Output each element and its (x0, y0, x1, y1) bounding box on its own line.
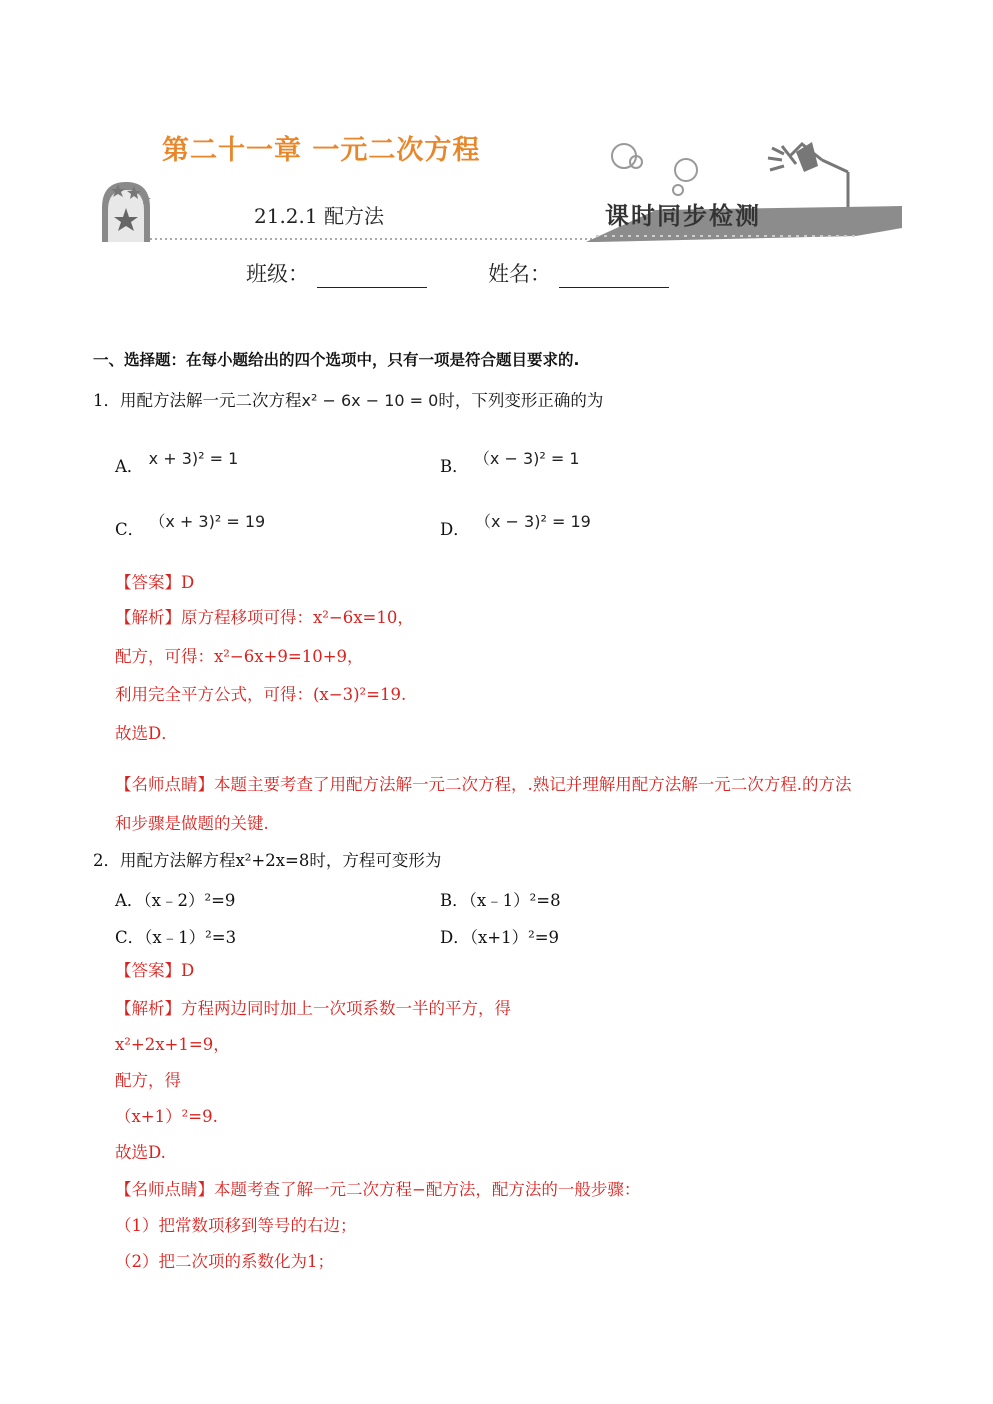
q1-analysis-2: 配方，可得：x²−6x+9=10+9， (115, 647, 364, 666)
q1-tip-1: 【名师点睛】本题主要考查了用配方法解一元二次方程，.熟记并理解用配方法解一元二次方程.的方法 (115, 775, 852, 794)
star-badge-icon (102, 182, 151, 242)
q1-analysis-1: 【解析】原方程移项可得：x²−6x=10， (115, 608, 414, 627)
name-field (488, 258, 669, 288)
q1-stem (93, 390, 603, 412)
q2-step-1: （1）把常数项移到等号的右边； (115, 1216, 357, 1235)
class-blank[interactable] (317, 265, 427, 288)
q1-option-a[interactable]: A． x + 3)² = 1 (115, 449, 239, 476)
q2-option-d[interactable]: D．（x+1）²=9 (440, 928, 560, 947)
q1-equation: x² − 6x − 10 = 0 (301, 391, 439, 410)
q2-tip-1: 【名师点睛】本题考查了解一元二次方程−配方法，配方法的一般步骤： (115, 1180, 641, 1199)
q2-analysis-3: 配方，得 (115, 1071, 181, 1090)
chapter-title: 第二十一章 一元二次方程 (162, 135, 481, 166)
q1-answer: 【答案】D (115, 573, 195, 592)
q2-analysis-2: x²+2x+1=9， (115, 1035, 230, 1054)
q2-answer: 【答案】D (115, 961, 195, 980)
q1-analysis-4: 故选D． (115, 724, 178, 743)
q2-analysis-5: 故选D. (115, 1143, 166, 1162)
section-heading: 一、选择题：在每小题给出的四个选项中，只有一项是符合题目要求的. (93, 351, 580, 369)
q2-step-2: （2）把二次项的系数化为1； (115, 1252, 334, 1271)
name-label: 姓名： (488, 262, 551, 286)
q1-stem-before: 1．用配方法解一元二次方程 (93, 391, 302, 410)
q2-analysis-1: 【解析】方程两边同时加上一次项系数一半的平方，得 (115, 999, 511, 1018)
q2-option-a[interactable]: A．（x﹣2）²=9 (115, 891, 236, 910)
brand-title: 课时同步检测 (605, 201, 761, 230)
q1-option-c[interactable]: C． （x + 3)² = 19 (115, 512, 266, 539)
q1-option-d[interactable]: D． （x − 3)² = 19 (440, 512, 591, 539)
q2-analysis-4: （x+1）²=9. (115, 1107, 218, 1126)
q1-tip-2: 和步骤是做题的关键. (115, 814, 269, 833)
q2-stem: 2．用配方法解方程x²+2x=8时，方程可变形为 (93, 851, 442, 870)
class-label: 班级： (246, 262, 309, 286)
q2-option-c[interactable]: C．（x﹣1）²=3 (115, 928, 237, 947)
section-number: 21.2.1 配方法 (254, 204, 384, 228)
q1-stem-after: 时，下列变形正确的为 (438, 391, 604, 410)
q2-option-b[interactable]: B．（x﹣1）²=8 (440, 891, 561, 910)
q1-analysis-3: 利用完全平方公式，可得：(x−3)²=19. (115, 685, 407, 704)
name-blank[interactable] (559, 265, 669, 288)
class-field (246, 258, 427, 288)
q1-option-b[interactable]: B． （x − 3)² = 1 (440, 449, 580, 476)
